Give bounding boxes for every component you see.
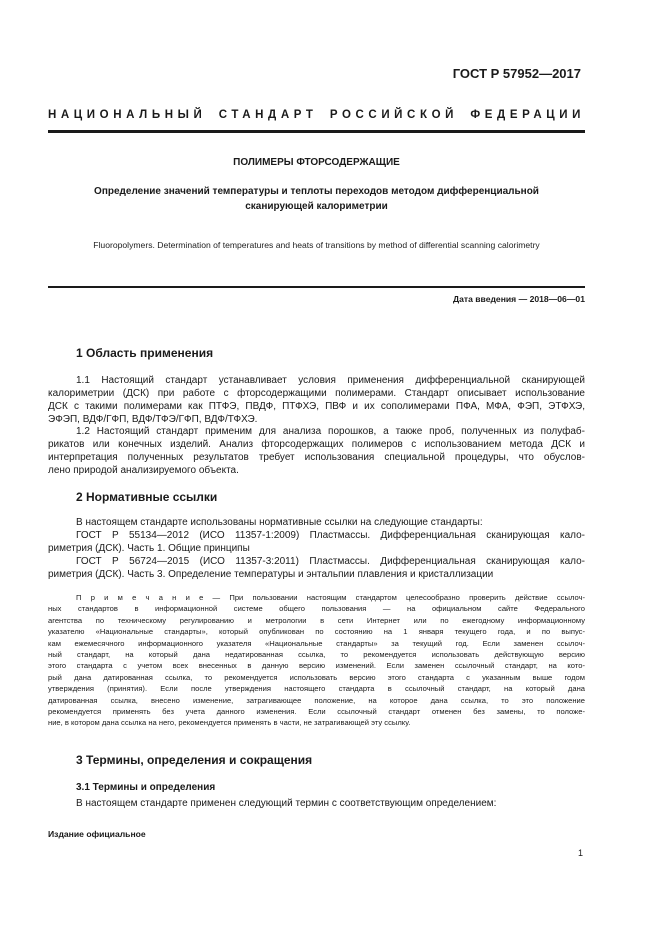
- document-subtitle: Определение значений температуры и теплоты переходов методом дифференциальной сканирующей калориметрии: [94, 186, 539, 212]
- note-line: этого стандарта с учетом всех внесенных в данную версию изменений. Если заменен ссылочный стандарт, на кото-: [48, 661, 585, 671]
- text-line: риметрия (ДСК). Часть 1. Общие принципы: [48, 542, 250, 554]
- note-line: ных стандартов в информационной системе общего пользования — на официальном сайте Федерального: [48, 604, 585, 614]
- reference-gost-55134: ГОСТ Р 55134—2012 (ИСО 11357-1:2009) Пластмассы. Дифференциальная сканирующая кало-: [76, 529, 585, 541]
- section-3-heading: 3 Термины, определения и сокращения: [76, 753, 313, 767]
- section-1-heading: 1 Область применения: [76, 346, 214, 360]
- note-line: рый дана датированная ссылка, то рекомендуется использовать версию этого стандарта с указанным выше годом: [48, 672, 585, 682]
- standard-word: СТАНДАРТ: [218, 109, 318, 121]
- note-line: утверждения (принятия). Если после утверждения настоящего стандарта в ссылочный стандарт, на который дана: [48, 684, 585, 694]
- subsection-3-1-heading: 3.1 Термины и определения: [76, 782, 216, 793]
- header-divider: [48, 130, 585, 133]
- national-standard-title: [48, 109, 585, 121]
- text-line: риметрия (ДСК). Часть 3. Определение температуры и энтальпии плавления и кристаллизации: [48, 568, 494, 580]
- paragraph-1-1: [48, 375, 585, 427]
- title-divider: [48, 286, 585, 288]
- text-line: калориметрии (ДСК) при работе с фторсодержащими полимерами. Стандарт описывает использование: [48, 387, 585, 399]
- note-line: П р и м е ч а н и е — При пользовании настоящим стандартом целесообразно проверить действие ссылоч-: [76, 593, 585, 602]
- text-line: В настоящем стандарте применен следующий термин с соответствующим определением:: [76, 798, 497, 809]
- standard-word: РОССИЙСКОЙ: [329, 109, 458, 121]
- english-title: Fluoropolymers. Determination of temperatures and heats of transitions by method of differential scanning calorimetry: [93, 240, 540, 250]
- text-line: ДСК с такими полимерами как ПТФЭ, ПВДФ, ПТФХЭ, ПВФ и их сополимерами ПФА, МФА, ФЭП, ЭТФХЭ,: [48, 400, 585, 412]
- note-block: [48, 592, 585, 729]
- text-line: 1.1 Настоящий стандарт устанавливает условия применения дифференциальной сканирующей: [76, 375, 585, 386]
- note-line: рекомендуется применять без учета данного изменения. Если ссылочный стандарт отменен без замены, то положе-: [48, 707, 585, 717]
- paragraph-1-2: [48, 426, 585, 478]
- text-line: рикатов или конечных изделий. Анализ фторсодержащих полимеров с использованием метода ДСК и: [48, 438, 585, 450]
- standard-word: НАЦИОНАЛЬНЫЙ: [48, 109, 207, 121]
- document-code: ГОСТ Р 57952—2017: [452, 66, 581, 81]
- note-line: датированная ссылка, внесено изменение, затрагивающее положение, на которое дана ссылка, то это положение: [48, 695, 585, 705]
- paragraph-3-1: [48, 798, 585, 811]
- note-line: агентства по техническому регулированию и метрологии в сети Интернет или по ежегодному информационному: [48, 615, 585, 625]
- note-line: кам ежемесячного информационного указателя «Национальные стандарты» за текущий год. Если заменен ссылоч-: [48, 638, 585, 648]
- text-line: ЭФЭП, ВДФ/ГФП, ВДФ/ТФЭ/ГФП, ВДФ/ТФХЭ.: [48, 413, 258, 425]
- document-title: ПОЛИМЕРЫ ФТОРСОДЕРЖАЩИЕ: [233, 157, 400, 168]
- page-number: 1: [578, 848, 584, 858]
- section-2-heading: 2 Нормативные ссылки: [76, 490, 218, 504]
- note-line: ние, в котором дана ссылка на него, рекомендуется применять в части, не затрагивающей эту ссылку.: [48, 718, 411, 728]
- text-line: лено природой анализируемого объекта.: [48, 464, 239, 476]
- note-line: ный стандарт, на который дана недатированная ссылка, то рекомендуется использовать действующую версию: [48, 650, 585, 660]
- text-line: интерпретация полученных результатов требует использования специальной процедуры, что обуслов-: [48, 451, 585, 463]
- text-line: В настоящем стандарте использованы нормативные ссылки на следующие стандарты:: [76, 517, 483, 528]
- introduction-date: Дата введения — 2018—06—01: [452, 294, 585, 304]
- official-edition-label: Издание официальное: [48, 829, 146, 839]
- normative-references: [48, 517, 585, 582]
- standard-word: ФЕДЕРАЦИИ: [470, 109, 585, 121]
- note-line: указателю «Национальные стандарты», который опубликован по состоянию на 1 января текущего года, и по выпус-: [48, 627, 585, 637]
- reference-gost-56724: ГОСТ Р 56724—2015 (ИСО 11357-3:2011) Пластмассы. Дифференциальная сканирующая кало-: [76, 555, 585, 567]
- text-line: 1.2 Настоящий стандарт применим для анализа порошков, а также проб, полученных из полуфаб-: [76, 426, 585, 437]
